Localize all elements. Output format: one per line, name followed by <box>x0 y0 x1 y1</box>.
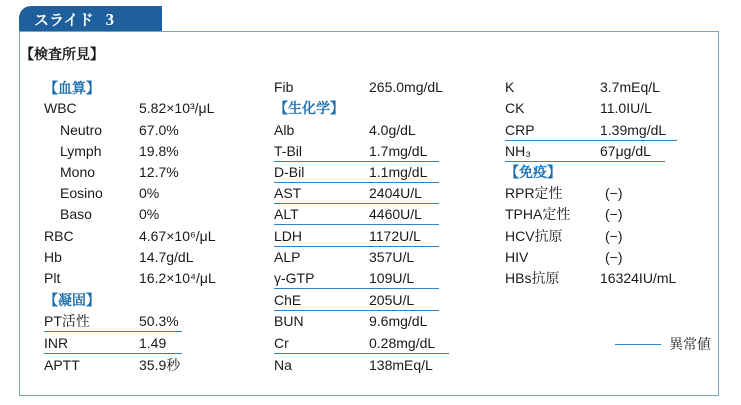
lab-value: 1.39mg/dL <box>600 122 667 138</box>
lab-label: ChE <box>274 292 302 308</box>
coagulation-header: 【凝固】 <box>44 292 100 308</box>
lab-row-neutro <box>44 120 239 140</box>
lab-row-hiv <box>505 247 705 267</box>
lab-value: 16.2×10⁴/μL <box>139 270 216 286</box>
lab-value: 14.7g/dL <box>139 249 194 265</box>
lab-label: INR <box>44 335 69 351</box>
lab-row-rbc <box>44 226 239 246</box>
lab-label: D-Bil <box>274 164 305 180</box>
lab-label: Fib <box>274 79 294 95</box>
lab-value: 16324IU/mL <box>600 270 677 286</box>
slide-number: 3 <box>105 10 115 29</box>
lab-value: 1.49 <box>139 335 167 351</box>
lab-value: 0% <box>139 185 160 201</box>
lab-row-ast <box>274 183 439 204</box>
lab-row-hcv <box>505 226 705 246</box>
lab-value: 109U/L <box>369 270 415 286</box>
lab-label: Hb <box>44 249 62 265</box>
lab-label: PT活性 <box>44 313 90 329</box>
lab-label: ALT <box>274 206 299 222</box>
lab-value: 4460U/L <box>369 206 422 222</box>
lab-value: (−) <box>605 206 623 222</box>
lab-row-ck <box>505 98 705 118</box>
lab-value: (−) <box>605 185 623 201</box>
lab-value: 4.67×10⁶/μL <box>139 228 216 244</box>
abnormal-legend <box>615 334 725 354</box>
lab-value: 9.6mg/dL <box>369 313 428 329</box>
slide-label: スライド <box>34 12 94 29</box>
lab-label: Plt <box>44 270 61 286</box>
lab-label: HIV <box>505 249 529 265</box>
lab-row-ldh <box>274 226 439 247</box>
lab-label: HCV抗原 <box>505 228 563 244</box>
legend-label: 異常値 <box>669 336 711 352</box>
lab-label: TPHA定性 <box>505 206 571 222</box>
lab-row-ggtp <box>274 268 439 289</box>
lab-label: LDH <box>274 228 303 244</box>
lab-value: (−) <box>605 228 623 244</box>
lab-row-hb <box>44 247 239 267</box>
lab-value: 35.9秒 <box>139 357 181 373</box>
lab-label: K <box>505 79 515 95</box>
lab-label: ALP <box>274 249 301 265</box>
lab-value: 19.8% <box>139 143 179 159</box>
lab-value: 3.7mEq/L <box>600 79 660 95</box>
lab-row-tbil <box>274 141 439 162</box>
lab-label: Mono <box>60 164 96 180</box>
lab-row-fib <box>274 77 494 97</box>
lab-label: Eosino <box>60 185 103 201</box>
lab-row-alt <box>274 204 439 225</box>
lab-label: T-Bil <box>274 143 302 159</box>
lab-value: 1.7mg/dL <box>369 143 428 159</box>
lab-row-alb <box>274 120 494 140</box>
lab-row-aptt <box>44 355 239 375</box>
lab-value: 0.28mg/dL <box>369 335 436 351</box>
lab-label: RBC <box>44 228 74 244</box>
lab-value: 67μg/dL <box>600 143 651 159</box>
chemistry-header: 【生化学】 <box>274 100 344 116</box>
lab-label: RPR定性 <box>505 185 563 201</box>
lab-row-alp <box>274 247 494 267</box>
lab-value: 12.7% <box>139 164 179 180</box>
lab-label: Na <box>274 357 292 373</box>
lab-value: 4.0g/dL <box>369 122 416 138</box>
lab-label: WBC <box>44 100 77 116</box>
immunology-header: 【免疫】 <box>505 164 561 180</box>
lab-value: 0% <box>139 206 160 222</box>
page-heading: 【検査所見】 <box>20 46 104 62</box>
lab-label: HBs抗原 <box>505 270 560 286</box>
lab-value: 357U/L <box>369 249 415 265</box>
lab-value: 138mEq/L <box>369 357 433 373</box>
lab-label: BUN <box>274 313 304 329</box>
lab-row-rpr <box>505 183 705 203</box>
lab-value: 205U/L <box>369 292 415 308</box>
lab-row-inr <box>44 333 182 354</box>
lab-label: AST <box>274 185 302 201</box>
lab-row-nh3 <box>505 141 665 162</box>
lab-value: 67.0% <box>139 122 179 138</box>
lab-label: Baso <box>60 206 92 222</box>
lab-row-mono <box>44 162 239 182</box>
lab-row-tpha <box>505 204 705 224</box>
lab-row-crp <box>505 120 677 141</box>
lab-row-che <box>274 290 439 311</box>
lab-row-eosino <box>44 183 239 203</box>
lab-row-na <box>274 355 494 375</box>
lab-row-baso <box>44 204 239 224</box>
lab-value: 2404U/L <box>369 185 422 201</box>
abnormal-line-sample <box>615 344 661 345</box>
lab-value: 1.1mg/dL <box>369 164 428 180</box>
lab-value: (−) <box>605 249 623 265</box>
lab-label: γ-GTP <box>274 270 315 286</box>
lab-value: 1172U/L <box>369 228 421 244</box>
lab-row-pt <box>44 311 182 332</box>
lab-label: Alb <box>274 122 295 138</box>
lab-value: 11.0IU/L <box>600 100 652 116</box>
lab-row-k <box>505 77 705 97</box>
lab-row-lymph <box>44 141 239 161</box>
lab-row-wbc <box>44 98 239 118</box>
lab-label: APTT <box>44 357 80 373</box>
lab-row-dbil <box>274 162 439 183</box>
lab-row-bun <box>274 311 494 331</box>
lab-label: NH₃ <box>505 143 531 159</box>
lab-value: 5.82×10³/μL <box>139 100 215 116</box>
lab-label: Lymph <box>60 143 102 159</box>
lab-row-hbs <box>505 268 705 288</box>
lab-row-cr <box>274 333 449 354</box>
lab-label: Neutro <box>60 122 103 138</box>
lab-row-plt <box>44 268 239 288</box>
lab-label: CRP <box>505 122 535 138</box>
slide-tab <box>19 6 162 33</box>
blood-count-header: 【血算】 <box>44 80 100 96</box>
lab-label: Cr <box>274 335 289 351</box>
lab-value: 50.3% <box>139 313 179 329</box>
lab-label: CK <box>505 100 525 116</box>
lab-value: 265.0mg/dL <box>369 79 443 95</box>
